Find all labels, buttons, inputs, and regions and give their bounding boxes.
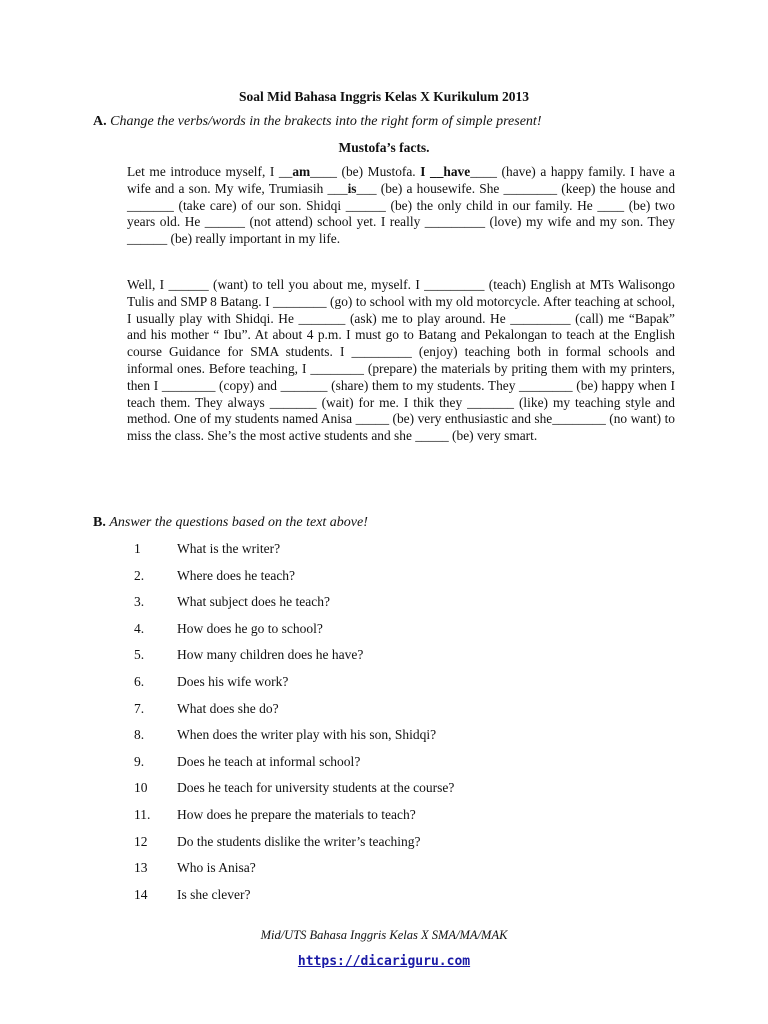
question-number: 2. — [134, 567, 145, 583]
para1-answer-am: am — [292, 164, 311, 179]
para1-text-3: ____ (have) a happy family. I have a wife and a son. My wife, Trumiasih ___ — [127, 164, 676, 196]
question-number: 13 — [134, 860, 148, 876]
question-text: Does he teach for university students at the course? — [177, 780, 455, 796]
para1-text-4: ___ (be) a housewife. She ________ (keep) the house and _______ (take care) of our son. Shidqi ______ (be) the only child in our family. He ____ (be) two years old. He ______ (not attend) school yet. I really _________ (love) my wife and my son. They ______ (be) really important in my life. — [127, 180, 676, 247]
passage-title: Mustofa’s facts. — [338, 140, 430, 155]
question-item — [0, 541, 768, 561]
question-item — [0, 701, 768, 721]
para1-text-1: Let me introduce myself, I __ — [127, 164, 293, 179]
question-item — [0, 807, 768, 827]
footer-link[interactable]: https://dicariguru.com — [297, 954, 471, 969]
question-number: 5. — [134, 647, 145, 663]
question-item — [0, 674, 768, 694]
question-number: 11. — [134, 807, 151, 822]
question-number: 14 — [134, 886, 148, 902]
question-text: Do the students dislike the writer’s teaching? — [177, 833, 421, 849]
question-item — [0, 621, 768, 641]
section-a-heading — [93, 114, 693, 130]
question-text: Who is Anisa? — [177, 860, 256, 876]
section-b-letter: B. — [93, 515, 106, 530]
question-item — [0, 780, 768, 800]
question-number: 6. — [134, 674, 145, 689]
question-text: How does he go to school? — [177, 620, 323, 636]
question-item — [0, 647, 768, 667]
question-item — [0, 887, 768, 907]
document-title: Soal Mid Bahasa Inggris Kelas X Kurikulum 2013 — [239, 89, 529, 104]
question-text: What is the writer? — [177, 541, 281, 556]
question-text: Does he teach at informal school? — [177, 753, 361, 769]
question-item — [0, 594, 768, 614]
section-b-instruction: Answer the questions based on the text above! — [109, 515, 368, 530]
question-text: How does he prepare the materials to teach? — [177, 807, 416, 822]
question-number: 10 — [134, 780, 148, 796]
question-number: 4. — [134, 620, 145, 636]
passage-paragraph-1 — [127, 164, 675, 248]
question-text: How many children does he have? — [177, 647, 364, 663]
question-text: What subject does he teach? — [177, 594, 330, 610]
question-number: 3. — [134, 594, 145, 610]
question-item — [0, 727, 768, 747]
question-text: Where does he teach? — [177, 567, 296, 583]
question-number: 7. — [134, 700, 145, 716]
question-text: What does she do? — [177, 700, 279, 716]
question-number: 12 — [134, 833, 148, 849]
question-number: 1 — [134, 541, 141, 556]
question-item — [0, 834, 768, 854]
para1-text-2: ____ (be) Mustofa. — [310, 164, 421, 179]
question-item — [0, 568, 768, 588]
page-footer: Mid/UTS Bahasa Inggris Kelas X SMA/MA/MAK — [260, 928, 508, 942]
section-b-heading — [93, 515, 693, 531]
question-text: When does the writer play with his son, Shidqi? — [177, 727, 437, 743]
passage-paragraph-2: Well, I ______ (want) to tell you about me, myself. I _________ (teach) English at MTs Walisongo Tulis and SMP 8 Batang. I ________ (go) to school with my old motorcycle. After teaching at school, I usually play with Shidqi. He _______ (ask) me to play around. He _________ (call) me “Bapak” and his mother “ Ibu”. At about 4 p.m. I must go to Batang and Pekalongan to teach at the English course Guidance for SMA students. I _________ (enjoy) teaching both in formal schools and informal ones. Before teaching, I ________ (prepare) the materials by priting them with my printers, then I ________ (copy) and _______ (share) them to my students. They ________ (be) happy when I teach them. They always _______ (wait) for me. I thik they _______ (like) my teaching style and method. One of my students named Anisa _____ (be) very enthusiastic and she________ (no want) to miss the class. She’s the most active students and she _____ (be) very smart. — [127, 277, 675, 444]
para1-answer-is: is — [347, 180, 357, 196]
question-number: 8. — [134, 727, 145, 743]
question-item — [0, 754, 768, 774]
para1-answer-have: I __have — [420, 164, 471, 179]
question-text: Does his wife work? — [177, 674, 289, 689]
section-a-instruction: Change the verbs/words in the brakects into the right form of simple present! — [110, 114, 542, 129]
question-text: Is she clever? — [177, 886, 251, 902]
section-a-letter: A. — [93, 114, 107, 129]
question-number: 9. — [134, 753, 145, 769]
question-item — [0, 860, 768, 880]
